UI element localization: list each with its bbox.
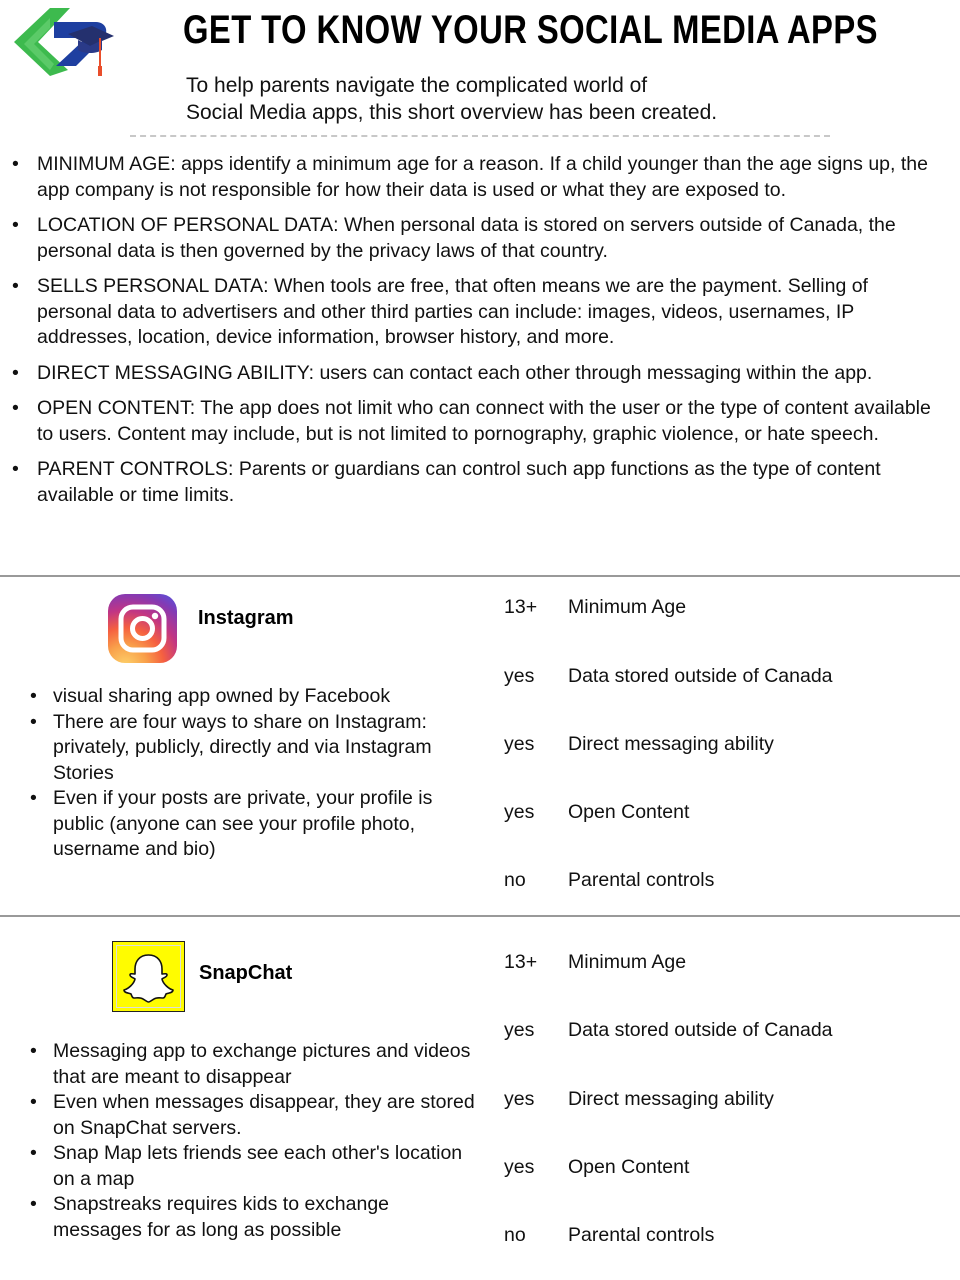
fact-label: Minimum Age [568, 596, 687, 618]
fact-label: Minimum Age [568, 951, 687, 973]
definition-text: SELLS PERSONAL DATA: When tools are free, that often means we are the payment. Selling of personal data to advertisers and other third parties can include: images, videos, usernames, IP addresses, location, device information, browser history, and more. [37, 275, 868, 348]
instagram-icon [108, 594, 177, 663]
list-item [30, 710, 480, 787]
bullet: • [12, 361, 19, 384]
note-text: There are four ways to share on Instagram: privately, publicly, directly and via Instagram Stories [53, 710, 432, 784]
fact-value: yes [504, 665, 535, 687]
fact-label: Parental controls [568, 869, 715, 891]
school-logo-icon [10, 4, 116, 82]
fact-value: no [504, 869, 526, 891]
fact-label: Direct messaging ability [568, 1088, 774, 1110]
list-item [30, 1039, 480, 1090]
fact-label: Open Content [568, 1156, 690, 1178]
definition-text: LOCATION OF PERSONAL DATA: When personal data is stored on servers outside of Canada, the personal data is then governed by the privacy laws of that country. [37, 214, 896, 262]
list-item [30, 1090, 480, 1141]
bullet: • [12, 458, 19, 480]
section-divider [0, 575, 960, 577]
section-divider [0, 915, 960, 917]
note-text: Even when messages disappear, they are stored on SnapChat servers. [53, 1091, 475, 1139]
bullet: • [30, 710, 37, 733]
definition-text: MINIMUM AGE: apps identify a minimum age for a reason. If a child younger than the age signs up, the app company is not responsible for how their data is used or what they are exposed to. [37, 153, 928, 201]
app-name-snapchat: SnapChat [199, 962, 293, 984]
note-text: Messaging app to exchange pictures and videos that are meant to disappear [53, 1040, 471, 1088]
definition-item [0, 457, 948, 508]
bullet: • [12, 275, 19, 297]
bullet: • [30, 1142, 37, 1164]
app-name-instagram: Instagram [198, 607, 294, 629]
bullet: • [30, 685, 37, 707]
note-text: Snap Map lets friends see each other's location on a map [53, 1142, 463, 1190]
intro-text [186, 72, 806, 126]
fact-label: Data stored outside of Canada [568, 665, 833, 687]
fact-value: yes [504, 733, 535, 755]
list-item [30, 1141, 480, 1192]
definition-item [0, 396, 948, 447]
fact-value: yes [504, 801, 535, 823]
bullet: • [12, 397, 19, 419]
definition-text: OPEN CONTENT: The app does not limit who can connect with the user or the type of content available to users. Content may include, but is not limited to pornography, graphic violence, or hate speech. [37, 397, 931, 445]
intro-line: To help parents navigate the complicated world of [186, 74, 648, 97]
fact-value: 13+ [504, 596, 538, 618]
note-text: Even if your posts are private, your profile is public (anyone can see your profile photo, username and bio) [53, 787, 433, 860]
list-item [30, 1192, 480, 1243]
fact-value: no [504, 1224, 526, 1246]
fact-value: yes [504, 1156, 535, 1178]
definition-text: PARENT CONTROLS: Parents or guardians can control such app functions as the type of content available or time limits. [37, 458, 881, 506]
definition-item [0, 152, 948, 203]
fact-label: Parental controls [568, 1224, 715, 1246]
note-text: visual sharing app owned by Facebook [53, 685, 391, 707]
bullet: • [30, 1040, 37, 1062]
bullet: • [12, 153, 19, 175]
fact-value: yes [504, 1088, 535, 1110]
fact-value: 13+ [504, 951, 538, 973]
page-title: GET TO KNOW YOUR SOCIAL MEDIA APPS [183, 8, 878, 52]
bullet: • [30, 1193, 37, 1215]
fact-label: Data stored outside of Canada [568, 1019, 833, 1041]
definition-item [0, 361, 948, 387]
note-text: Snapstreaks requires kids to exchange messages for as long as possible [53, 1193, 390, 1241]
fact-label: Direct messaging ability [568, 733, 774, 755]
bullet: • [30, 787, 37, 809]
instagram-notes [30, 684, 480, 863]
definition-item [0, 213, 948, 264]
list-item [30, 786, 480, 863]
definition-item [0, 274, 948, 351]
snapchat-ghost-icon [112, 941, 185, 1012]
intro-line: Social Media apps, this short overview has been created. [186, 101, 718, 124]
divider [130, 135, 830, 137]
definitions-list [0, 152, 948, 518]
snapchat-notes [30, 1039, 480, 1243]
bullet: • [12, 214, 19, 236]
fact-label: Open Content [568, 801, 690, 823]
bullet: • [30, 1091, 37, 1113]
definition-text: DIRECT MESSAGING ABILITY: users can contact each other through messaging within the app. [37, 361, 873, 384]
list-item [30, 684, 480, 710]
fact-value: yes [504, 1019, 535, 1041]
